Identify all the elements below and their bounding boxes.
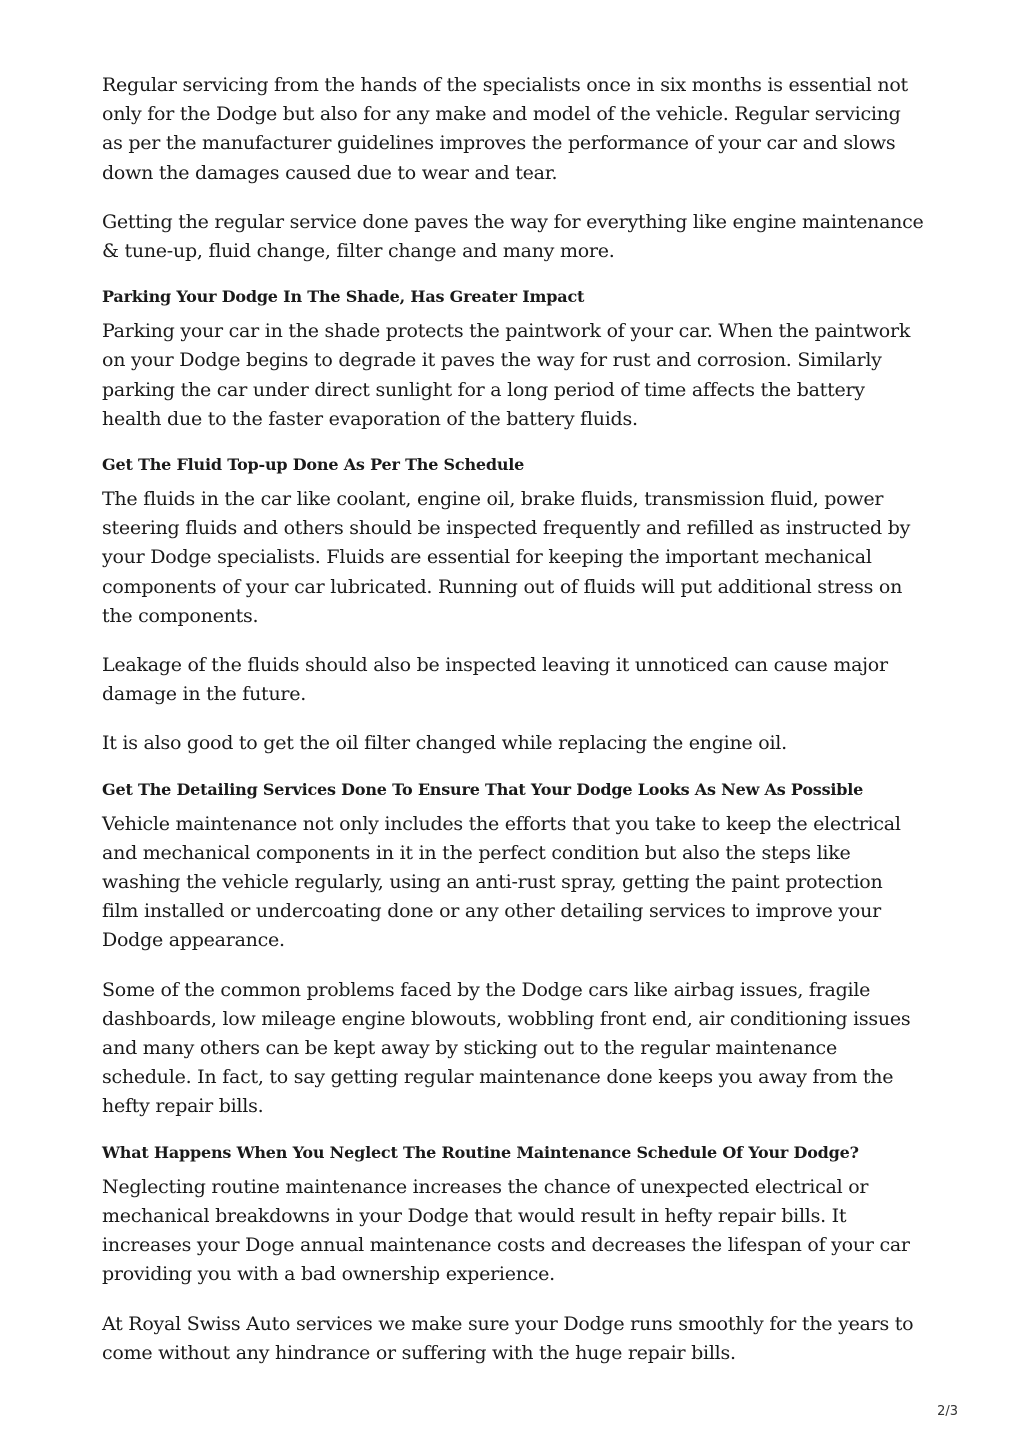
paragraph: Leakage of the fluids should also be inspected leaving it unnoticed can cause major damage in the future. <box>102 654 888 706</box>
paragraph: It is also good to get the oil filter changed while replacing the engine oil. <box>102 732 787 755</box>
paragraph: Parking your car in the shade protects the paintwork of your car. When the paintwork on your Dodge begins to degrade it paves the way for rust and corrosion. Similarly parking the car under direct sunlight for a long period of time affects the battery health due to the faster evaporation of the battery fluids. <box>102 320 911 430</box>
document-body <box>102 71 924 1388</box>
paragraph: Getting the regular service done paves the way for everything like engine maintenance & tune-up, fluid change, filter change and many more. <box>102 210 924 263</box>
section-heading: Get The Fluid Top-up Done As Per The Schedule <box>102 455 525 475</box>
paragraph: At Royal Swiss Auto services we make sure your Dodge runs smoothly for the years to come without any hindrance or suffering with the huge repair bills. <box>102 1312 914 1364</box>
page-number: 2/3 <box>937 1404 958 1419</box>
section-heading: What Happens When You Neglect The Routine Maintenance Schedule Of Your Dodge? <box>102 1142 859 1162</box>
paragraph: The fluids in the car like coolant, engine oil, brake fluids, transmission fluid, power steering fluids and others should be inspected frequently and refilled as instructed by your Dodge specialists. Fluids are essential for keeping the important mechanical components of your car lubricated. Running out of fluids will put additional stress on the components. <box>102 488 911 627</box>
paragraph: Neglecting routine maintenance increases the chance of unexpected electrical or mechanical breakdowns in your Dodge that would result in hefty repair bills. It increases your Doge annual maintenance costs and decreases the lifespan of your car providing you with a bad ownership experience. <box>102 1175 910 1286</box>
paragraph: Some of the common problems faced by the Dodge cars like airbag issues, fragile dashboards, low mileage engine blowouts, wobbling front end, air conditioning issues and many others can be kept away by sticking out to the regular maintenance schedule. In fact, to say getting regular maintenance done keeps you away from the hefty repair bills. <box>102 978 911 1118</box>
section-heading: Parking Your Dodge In The Shade, Has Greater Impact <box>102 287 585 307</box>
paragraph: Vehicle maintenance not only includes the efforts that you take to keep the electrical and mechanical components in it in the perfect condition but also the steps like washing the vehicle regularly, using an anti-rust spray, getting the paint protection film installed or undercoating done or any other detailing services to improve your Dodge appearance. <box>102 812 901 952</box>
paragraph: Regular servicing from the hands of the specialists once in six months is essential not only for the Dodge but also for any make and model of the vehicle. Regular servicing as per the manufacturer guidelines improves the performance of your car and slows down the damages caused due to wear and tear. <box>102 74 908 184</box>
section-heading: Get The Detailing Services Done To Ensure That Your Dodge Looks As New As Possible <box>102 779 864 799</box>
